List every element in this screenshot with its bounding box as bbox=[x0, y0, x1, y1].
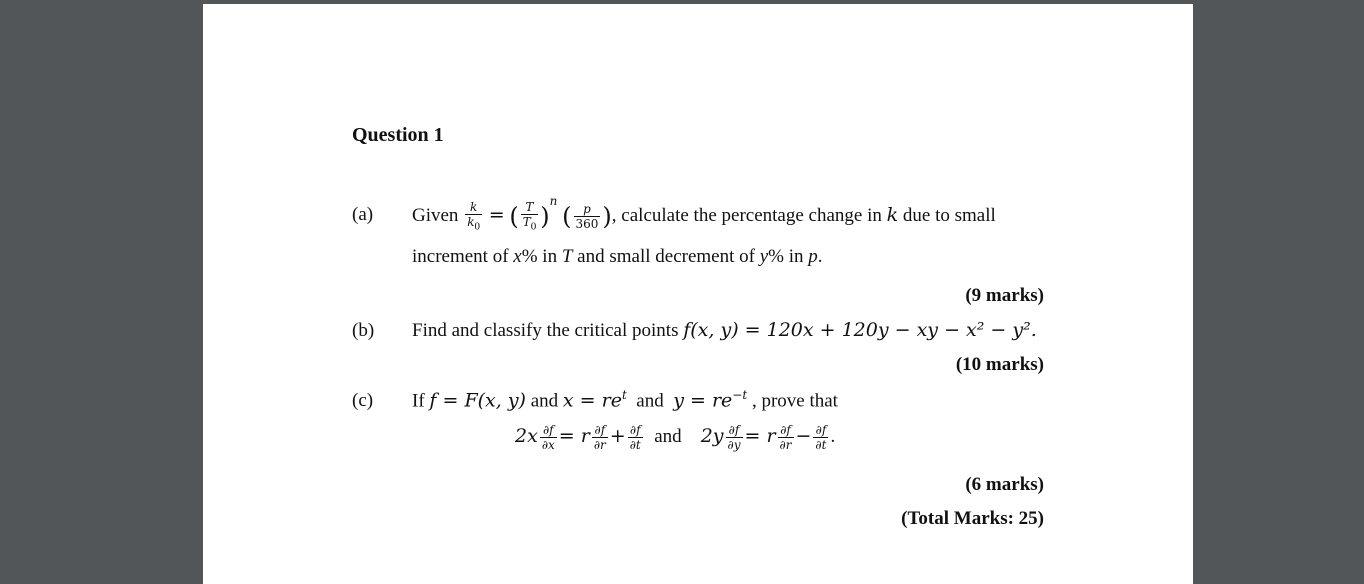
part-a-marks: (9 marks) bbox=[965, 285, 1044, 306]
part-c-equations: 2x $\frac{\partial f}{\partial x}$ = r $\frac{\partial f}{\partial r}$ + $\frac{\partial f}{\partial t}$ and 2y $\frac{\partial f}{\partial y}$ = r $\frac{\partial f}{\partial r}$ − $\frac{\partial f}{\partial t}$ . bbox=[515, 423, 836, 452]
df-dr: $\frac{\partial f}{\partial r}$ bbox=[593, 423, 606, 452]
df-dx: $\frac{\partial f}{\partial x}$ bbox=[541, 423, 555, 452]
document-page bbox=[203, 4, 1193, 584]
fraction-T-over-T0: $\frac{T}{T_0}$ bbox=[522, 199, 537, 233]
df-dy: $\frac{\partial f}{\partial y}$ bbox=[727, 423, 741, 452]
total-marks: (Total Marks: 25) bbox=[901, 508, 1044, 529]
df-dt-2: $\frac{\partial f}{\partial t}$ bbox=[815, 423, 827, 452]
part-a-line2: increment of x% in T and small decrement of y% in p. bbox=[412, 246, 823, 267]
part-a-line1: Given $\frac{k}{k_0}$ = ( $\frac{T}{T_0}$ )$^n$ ( $\frac{p}{360}$ ), calculate the percentage change in k due to small bbox=[412, 194, 996, 233]
part-c-marks: (6 marks) bbox=[965, 474, 1044, 495]
part-b-label: (b) bbox=[352, 320, 375, 341]
part-c-line1: If f = F(x, y) and $x = re^t$ and $y = re^{-t}$ , prove that bbox=[412, 388, 838, 412]
fraction-p-over-360: $\frac{p}{360}$ bbox=[575, 202, 599, 232]
part-a-line1-rest: , calculate the percentage change in bbox=[611, 205, 882, 226]
critical-points-formula: f(x, y) = 120x + 120y − xy − x² − y². bbox=[683, 319, 1037, 341]
question-title: Question 1 bbox=[352, 124, 444, 146]
part-b-marks: (10 marks) bbox=[955, 354, 1044, 375]
fraction-k-over-k0: $\frac{k}{k_0}$ bbox=[467, 199, 480, 233]
equals-sign: = bbox=[488, 204, 505, 226]
part-b-line: Find and classify the critical points f(x, y) = 120x + 120y − xy − x² − y². bbox=[412, 319, 1037, 341]
given-word: Given bbox=[412, 205, 459, 226]
df-dt: $\frac{\partial f}{\partial t}$ bbox=[629, 423, 641, 452]
exponent-n: n bbox=[549, 194, 558, 208]
df-dr-2: $\frac{\partial f}{\partial r}$ bbox=[779, 423, 792, 452]
part-a-label: (a) bbox=[352, 204, 374, 225]
part-c-label: (c) bbox=[352, 390, 374, 411]
